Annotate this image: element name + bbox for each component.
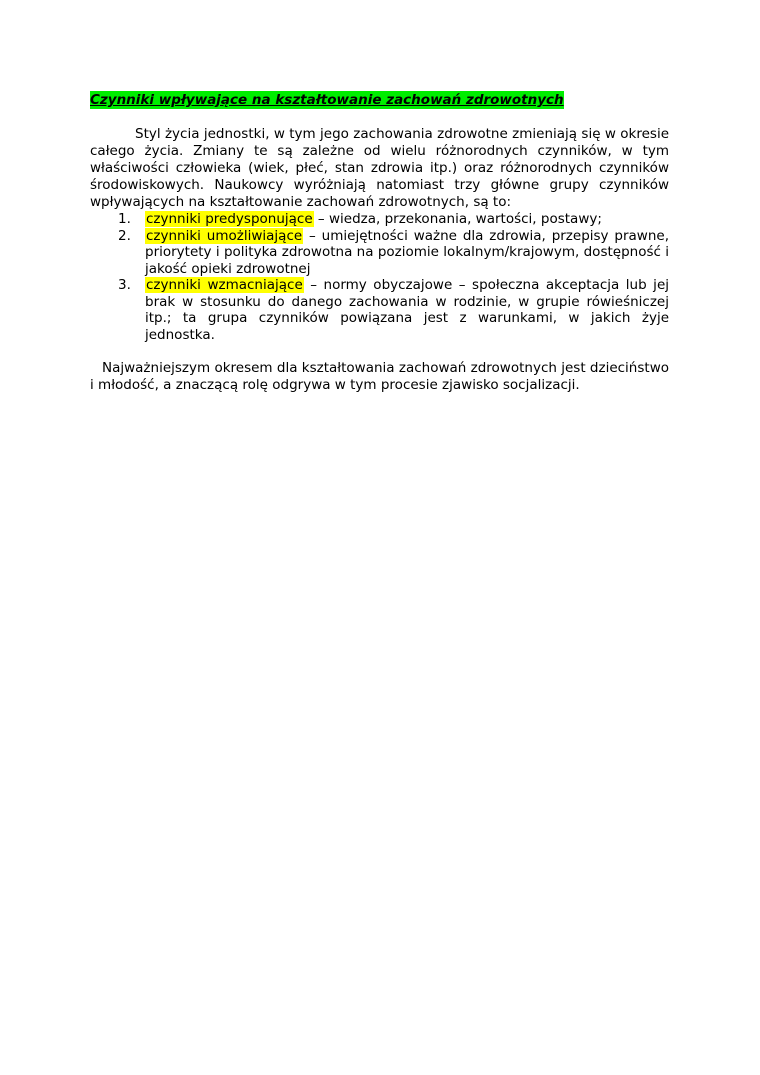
document-page xyxy=(90,89,669,394)
page-title: Czynniki wpływające na kształtowanie zachowań zdrowotnych xyxy=(90,92,564,108)
intro-paragraph: Styl życia jednostki, w tym jego zachowania zdrowotne zmieniają się w okresie całego życia. Zmiany te są zależne od wielu różnorodnych czynników, w tym właściwości człowieka (wiek, płeć, stan zdrowia itp.) oraz różnorodnych czynników środowiskowych. Naukowcy wyróżniają natomiast trzy główne grupy czynników wpływających na kształtowanie zachowań zdrowotnych, są to: xyxy=(90,126,669,210)
closing-paragraph: Najważniejszym okresem dla kształtowania zachowań zdrowotnych jest dzieciństwo i młodość, a znaczącą rolę odgrywa w tym procesie zjawisko socjalizacji. xyxy=(90,360,669,393)
list-item xyxy=(90,277,669,343)
list-item-text: – umiejętności ważne dla zdrowia, przepisy prawne, priorytety i polityka zdrowotna na poziomie lokalnym/krajowym, dostępność i jakość opieki zdrowotnej xyxy=(145,227,670,277)
list-number: 1. xyxy=(118,211,131,227)
factor-list xyxy=(90,211,669,343)
list-item xyxy=(90,211,669,228)
highlighted-term: czynniki predysponujące xyxy=(146,211,313,227)
list-item-text: – wiedza, przekonania, wartości, postawy; xyxy=(313,211,602,227)
list-number: 2. xyxy=(118,227,131,244)
highlighted-term: czynniki wzmacniające xyxy=(146,277,303,293)
highlighted-term: czynniki umożliwiające xyxy=(146,227,303,244)
list-item-text: – normy obyczajowe – społeczna akceptacja lub jej brak w stosunku do danego zachowania w rodzinie, w grupie rówieśniczej itp.; ta grupa czynników powiązana jest z warunkami, w jakich żyje jednostka. xyxy=(145,277,669,343)
list-number: 3. xyxy=(118,277,131,293)
list-item xyxy=(90,228,669,278)
heading-wrapper xyxy=(90,89,669,109)
